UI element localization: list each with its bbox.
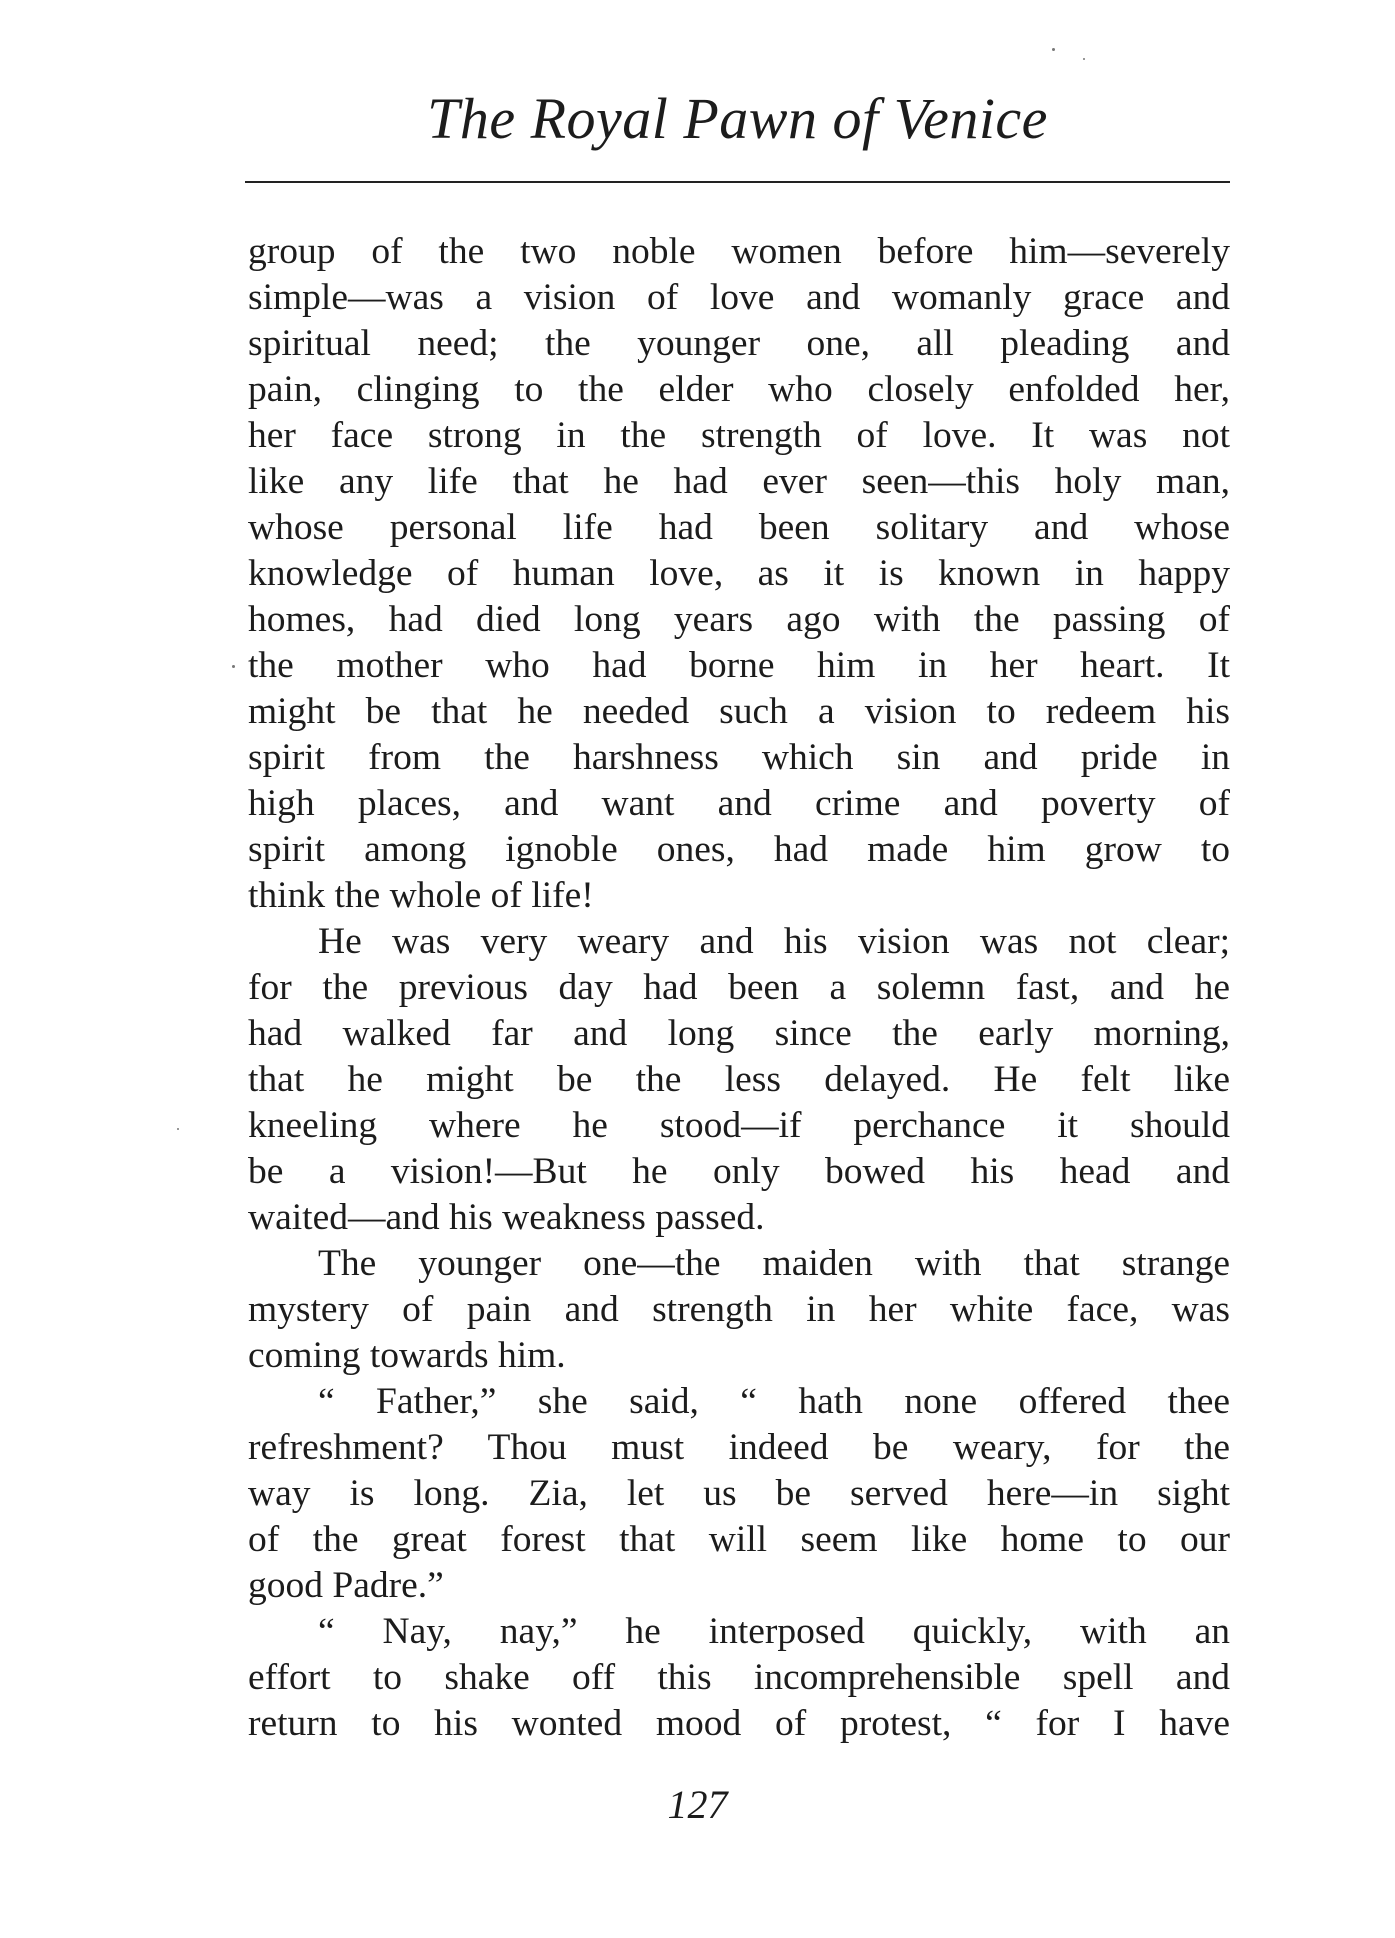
text-line: “ Nay, nay,” he interposed quickly, with an (318, 1611, 1230, 1652)
text-line: high places, and want and crime and poverty of (248, 783, 1230, 824)
text-line: that he might be the less delayed. He felt like (248, 1059, 1230, 1100)
text-line: simple—was a vision of love and womanly grace and (248, 277, 1230, 318)
header-rule (245, 181, 1230, 183)
scan-speck (232, 665, 235, 668)
text-line: coming towards him. (248, 1335, 566, 1376)
text-line: knowledge of human love, as it is known in happy (248, 553, 1230, 594)
text-line: be a vision!—But he only bowed his head and (248, 1151, 1230, 1192)
text-line: refreshment? Thou must indeed be weary, for the (248, 1427, 1230, 1468)
text-line: her face strong in the strength of love. It was not (248, 415, 1230, 456)
text-line: spiritual need; the younger one, all pleading and (248, 323, 1230, 364)
text-line: had walked far and long since the early morning, (248, 1013, 1230, 1054)
text-line: for the previous day had been a solemn fast, and he (248, 967, 1230, 1008)
text-line: group of the two noble women before him—severely (248, 231, 1230, 272)
text-line: the mother who had borne him in her heart. It (248, 645, 1230, 686)
scan-speck (177, 1128, 179, 1130)
text-line: might be that he needed such a vision to redeem his (248, 691, 1230, 732)
text-line: homes, had died long years ago with the passing of (248, 599, 1230, 640)
text-line: think the whole of life! (248, 875, 594, 916)
text-line: He was very weary and his vision was not clear; (318, 921, 1230, 962)
text-line: whose personal life had been solitary and whose (248, 507, 1230, 548)
body-text (248, 229, 1230, 1747)
text-line: The younger one—the maiden with that strange (318, 1243, 1230, 1284)
text-line: return to his wonted mood of protest, “ for I have (248, 1703, 1230, 1744)
text-line: of the great forest that will seem like home to our (248, 1519, 1230, 1560)
scan-speck (1052, 48, 1055, 51)
text-line: effort to shake off this incomprehensible spell and (248, 1657, 1230, 1698)
page-number: 127 (667, 1782, 728, 1827)
running-head-title: The Royal Pawn of Venice (427, 86, 1048, 151)
text-line: like any life that he had ever seen—this holy man, (248, 461, 1230, 502)
text-line: “ Father,” she said, “ hath none offered thee (318, 1381, 1230, 1422)
text-line: way is long. Zia, let us be served here—in sight (248, 1473, 1230, 1514)
text-line: kneeling where he stood—if perchance it should (248, 1105, 1230, 1146)
text-line: spirit among ignoble ones, had made him grow to (248, 829, 1230, 870)
scan-speck (1083, 58, 1085, 60)
text-line: mystery of pain and strength in her white face, was (248, 1289, 1230, 1330)
text-line: waited—and his weakness passed. (248, 1197, 765, 1238)
text-line: good Padre.” (248, 1565, 444, 1606)
text-line: spirit from the harshness which sin and pride in (248, 737, 1230, 778)
text-line: pain, clinging to the elder who closely enfolded her, (248, 369, 1230, 410)
